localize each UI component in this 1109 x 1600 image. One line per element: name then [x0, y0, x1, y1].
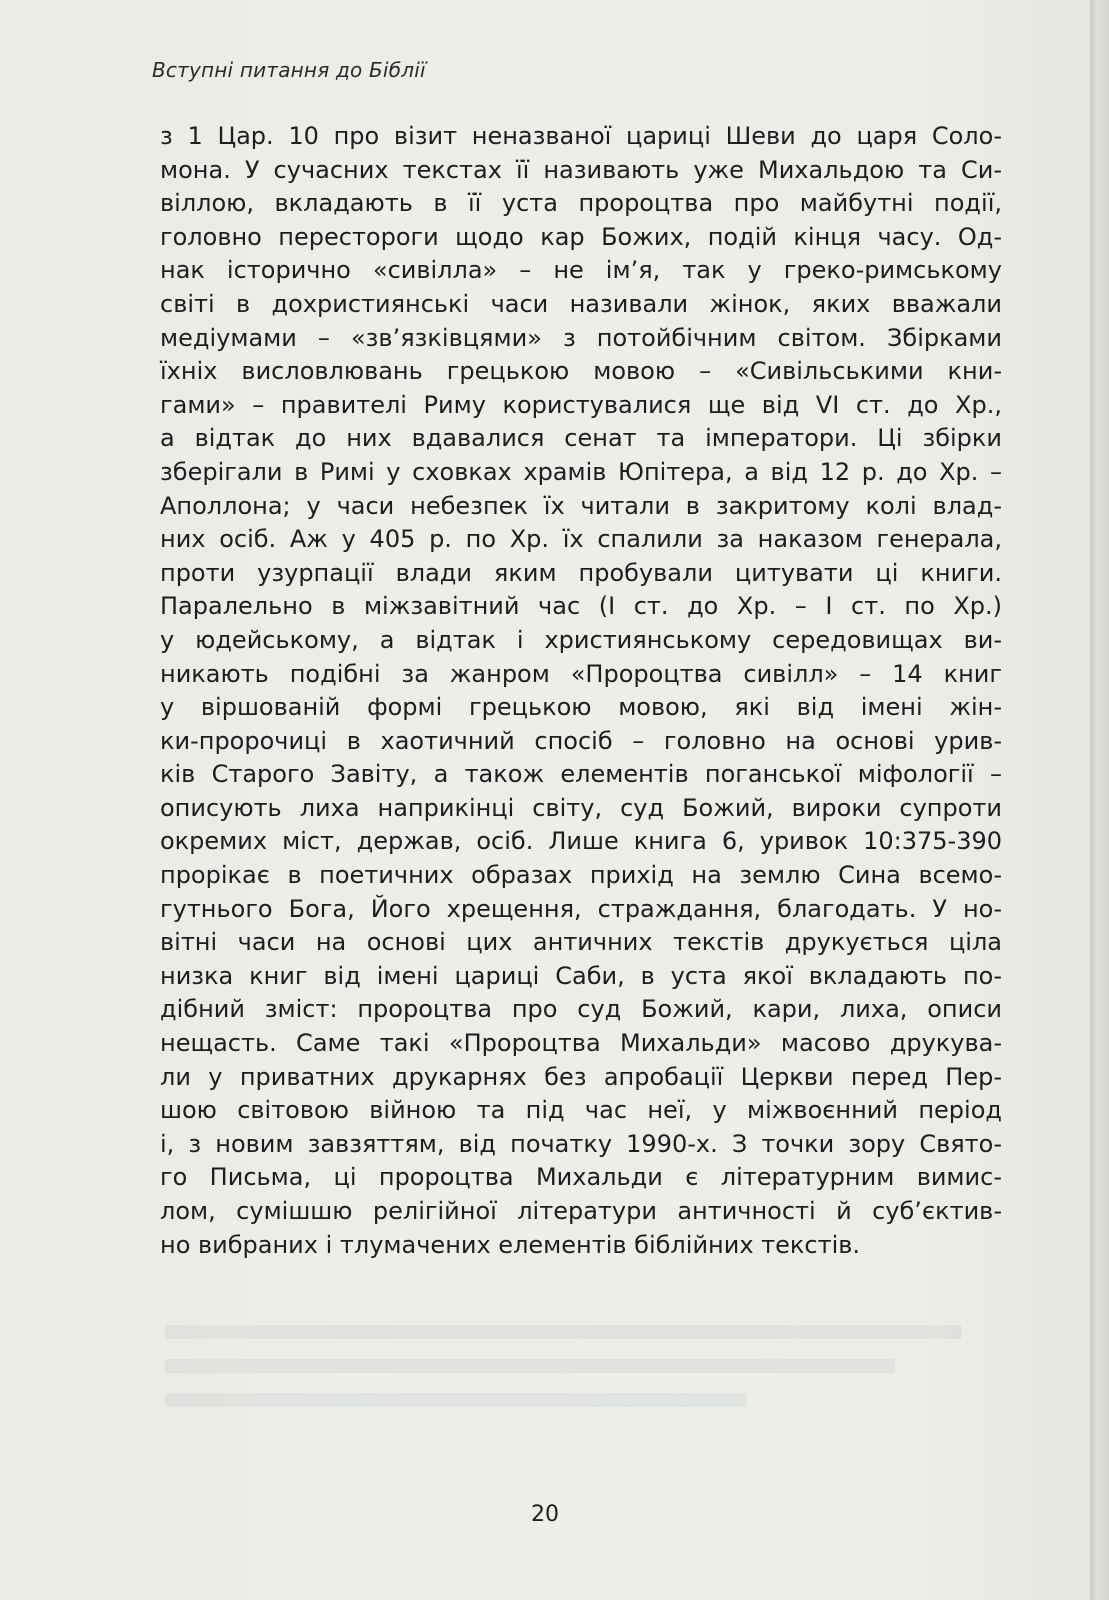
- text-line: медіумами – «зв’язківцями» з потойбічним світом. Збірками: [160, 323, 1002, 352]
- text-line: Паралельно в міжзавітний час (I ст. до Хр. – I ст. по Хр.): [160, 592, 1002, 621]
- text-line: мона. У сучасних текстах її називають уже Михальдою та Си-: [160, 155, 1002, 184]
- text-line: дібний зміст: пророцтва про суд Божий, кари, лиха, описи: [160, 995, 1002, 1024]
- text-line: го Письма, ці пророцтва Михальди є літературним вимис-: [160, 1163, 1002, 1192]
- text-line: віллою, вкладають в її уста пророцтва про майбутні події,: [160, 189, 1002, 218]
- page-number: 20: [531, 1502, 559, 1527]
- text-line: ків Старого Завіту, а також елементів поганської міфології –: [160, 760, 1002, 789]
- text-line: головно перестороги щодо кар Божих, подій кінця часу. Од-: [160, 222, 1002, 251]
- text-line: їхніх висловлювань грецькою мовою – «Сивільськими кни-: [160, 357, 1002, 386]
- text-line: лом, сумішшю релігійної літератури античності й суб’єктив-: [160, 1197, 1002, 1225]
- text-line: нещасть. Саме такі «Пророцтва Михальди» масово друкува-: [160, 1029, 1002, 1058]
- body-text: [160, 120, 1002, 1262]
- text-line: никають подібні за жанром «Пророцтва сивілл» – 14 книг: [160, 659, 1002, 688]
- text-line-last: но вибраних і тлумачених елементів біблійних текстів.: [160, 1230, 861, 1259]
- text-line: а відтак до них вдавалися сенат та імператори. Ці збірки: [160, 424, 1002, 453]
- text-line: у віршованій формі грецькою мовою, які від імені жін-: [160, 693, 1002, 722]
- text-line: вітні часи на основі цих античних текстів друкується ціла: [160, 928, 1002, 957]
- text-line: з 1 Цар. 10 про візит неназваної цариці Шеви до царя Соло-: [160, 122, 1002, 150]
- page-edge: [1090, 0, 1109, 1600]
- text-line: окремих міст, держав, осіб. Лише книга 6, уривок 10:375-390: [160, 827, 1002, 856]
- text-line: нак історично «сивілла» – не ім’я, так у греко-римському: [160, 256, 1002, 285]
- text-line: у юдейському, а відтак і християнському середовищах ви-: [160, 625, 1002, 654]
- text-line: ли у приватних друкарнях без апробації Церкви перед Пер-: [160, 1062, 1002, 1091]
- show-through-text: [165, 1325, 995, 1455]
- text-line: зберігали в Римі у сховках храмів Юпітера, а від 12 р. до Хр. –: [160, 457, 1002, 486]
- text-line: Аполлона; у часи небезпек їх читали в закритому колі влад-: [160, 491, 1002, 520]
- text-line: світі в дохристиянські часи називали жінок, яких вважали: [160, 289, 1002, 318]
- text-line: шою світовою війною та під час неї, у міжвоєнний період: [160, 1096, 1002, 1125]
- text-line: низка книг від імені цариці Саби, в уста якої вкладають по-: [160, 961, 1002, 990]
- text-line: гами» – правителі Риму користувалися ще від VI ст. до Хр.,: [160, 390, 1002, 419]
- text-line: і, з новим завзяттям, від початку 1990-х. З точки зору Свято-: [160, 1129, 1002, 1158]
- text-line: ки-пророчиці в хаотичний спосіб – головно на основі урив-: [160, 726, 1002, 755]
- text-line: гутнього Бога, Його хрещення, страждання, благодать. У но-: [160, 894, 1002, 923]
- text-line: прорікає в поетичних образах прихід на землю Сина всемо-: [160, 861, 1002, 890]
- text-line: них осіб. Аж у 405 р. по Хр. їх спалили за наказом генерала,: [160, 525, 1002, 554]
- running-head: Вступні питання до Біблії: [152, 58, 426, 82]
- text-line: проти узурпації влади яким пробували цитувати ці книги.: [160, 558, 1002, 587]
- text-line: описують лиха наприкінці світу, суд Божий, вироки супроти: [160, 793, 1002, 822]
